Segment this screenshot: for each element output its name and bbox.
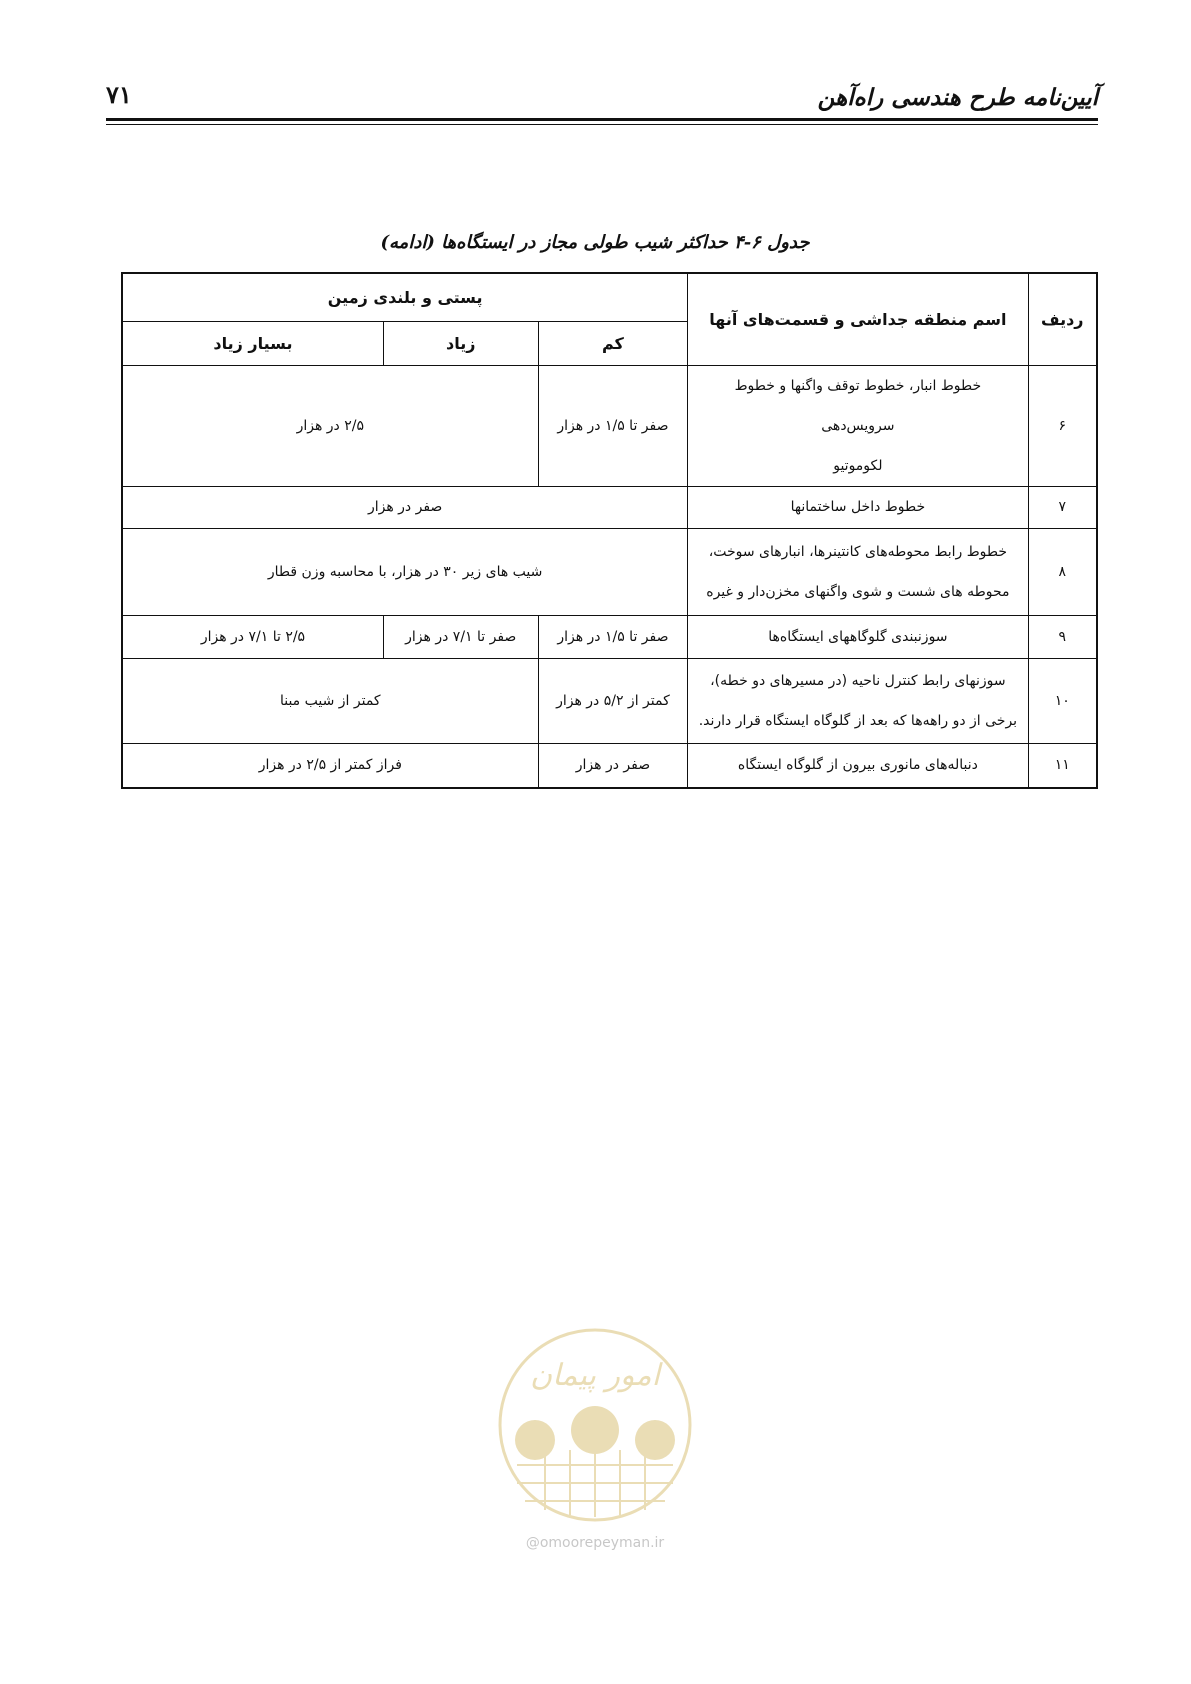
row-low: صفر تا ۱/۵ در هزار [538, 365, 688, 486]
header-rule-thin [106, 124, 1098, 125]
table-caption: جدول ۶-۴ حداکثر شیب طولی مجاز در ایستگاه‌ها (ادامه) [380, 232, 810, 253]
row-number: ۷ [1028, 486, 1097, 528]
row-area: سوزنبندی گلوگاههای ایستگاه‌ها [688, 615, 1028, 658]
row-high-span: ۲/۵ در هزار [122, 365, 538, 486]
page-number: ۷۱ [106, 80, 132, 109]
row-very-high: ۲/۵ تا ۷/۱ در هزار [122, 615, 383, 658]
header-rule [106, 118, 1098, 121]
row-number: ۱۰ [1028, 658, 1097, 743]
header-low: کم [538, 321, 688, 365]
row-area-line: سوزنهای رابط کنترل ناحیه (در مسیرهای دو خطه)، [710, 672, 1006, 689]
gradient-table [121, 272, 1098, 789]
watermark-logo-text: امور پیمان [530, 1358, 660, 1393]
row-high-span: فراز کمتر از ۲/۵ در هزار [122, 743, 538, 788]
row-number: ۱۱ [1028, 743, 1097, 788]
row-area-line: خطوط رابط محوطه‌های کانتینرها، انبارهای سوخت، [708, 543, 1008, 560]
table-row [122, 658, 1097, 743]
row-number: ۸ [1028, 528, 1097, 615]
row-number: ۹ [1028, 615, 1097, 658]
row-number: ۶ [1028, 365, 1097, 486]
row-all-terrain: شیب های زیر ۳۰ در هزار، با محاسبه وزن قطار [122, 528, 688, 615]
row-area-line: خطوط انبار، خطوط توقف واگنها و خطوط سرویس‌دهی [734, 377, 982, 434]
row-area: دنباله‌های مانوری بیرون از گلوگاه ایستگاه [688, 743, 1028, 788]
row-area [688, 528, 1028, 615]
header-area: اسم منطقه جداشی و قسمت‌های آنها [688, 273, 1028, 365]
header-terrain: پستی و بلندی زمین [122, 273, 688, 321]
header-row-number: ردیف [1028, 273, 1097, 365]
row-high: صفر تا ۷/۱ در هزار [383, 615, 538, 658]
header-very-high: بسیار زیاد [122, 321, 383, 365]
row-area-line: لکوموتیو [833, 457, 883, 474]
row-low: صفر در هزار [538, 743, 688, 788]
row-area-line: محوطه های شست و شوی واگنهای مخزن‌دار و غیره [706, 583, 1010, 600]
row-low: صفر تا ۱/۵ در هزار [538, 615, 688, 658]
table-row [122, 528, 1097, 615]
row-high-span: کمتر از شیب مبنا [122, 658, 538, 743]
row-area: خطوط داخل ساختمانها [688, 486, 1028, 528]
row-low: کمتر از ۵/۲ در هزار [538, 658, 688, 743]
row-all-terrain: صفر در هزار [122, 486, 688, 528]
document-title: آیین‌نامه طرح هندسی راه‌آهن [817, 84, 1098, 111]
row-area [688, 365, 1028, 486]
page-header [106, 78, 1098, 118]
table-row [122, 486, 1097, 528]
header-high: زیاد [383, 321, 538, 365]
watermark-url: @omoorepeyman.ir [525, 1535, 665, 1551]
row-area-line: برخی از دو راهه‌ها که بعد از گلوگاه ایستگاه قرار دارند. [698, 712, 1018, 729]
table-row [122, 743, 1097, 788]
row-area [688, 658, 1028, 743]
watermark-logo [495, 1325, 695, 1555]
table-header-row [122, 273, 1097, 321]
table-row [122, 615, 1097, 658]
table-row [122, 365, 1097, 486]
